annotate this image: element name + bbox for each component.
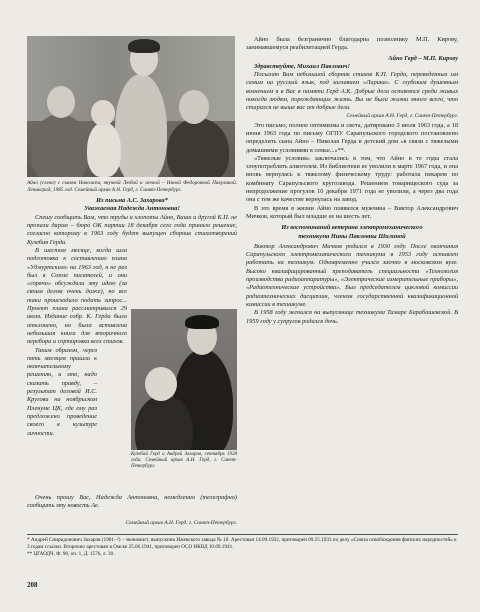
letter2-header: Айно Герд – М.П. Кирову [388, 54, 458, 62]
footnote-2: ** ЦГАОДЧ, Ф. 96, оп. 1, Д. 1576, л. 30. [27, 550, 115, 557]
memoir-heading: Из воспоминаний ветерана электромеханического техникума Нины Павловны Шилиной [281, 224, 423, 240]
letter2-signature: Семейный архив А.Н. Герд, г. Санкт-Петербург. [346, 112, 458, 119]
photo1-caption: Айно (слева) с сыном Николаем, внучкой Любой и женой – Ниной Федоровной Пакулиной. Ленинград, 1985 год. Семейный архив А.Н. Герд, г. Санкт-Петербург. [27, 180, 237, 193]
memoir-paragraph-2: В 1958 году женился на выпускнице техникума Тамаре Барабашевской. В 1959 году у супругов родился дочь. [246, 309, 458, 325]
left-paragraph-2: В шестом месяце, когда шла подготовка к составлению плана «Удмуртским» на 1963 год, я не раз был в Союзе писателей, и они «горячо» обсуждали эту идею (за своим делом очень даже), но все таки происходило подать запрос... Проект плана рассматривался 29 июля. Издание собр. К. Герда было отклонено, но была вставлена небольшая книга для вторичного перебора и сортировки всех стихов. [27, 246, 127, 346]
right-paragraph-1: Это письмо, полное оптимизма и света, датировано 3 июля 1963 года, а 18 июня 1963 года по письму ОГПУ Сарапульского городского постановлено определить сына Айно – Николая Герда в детский дом «в связи с тяжелыми домашними условиями в семье...»**. [246, 121, 458, 154]
letter2-paragraph: Посылаю Вам небольшой сборник стихов К.П. Герда, переведенных им самим на русский язык, под заглавием «Лирика». С глубоким душевным волнением я в Вас в памяти Герд А.К. Добрые дела остаются среди живых никогда людям, порождающих жизнь. Вы не были жизни много всего, что старался не выше вас от добрые дела. [246, 71, 458, 112]
footnotes [27, 534, 458, 557]
letter2-greeting: Здравствуйте, Михаил Павлович! [254, 62, 350, 70]
letter-heading: Из письма А.С. Захарова* [96, 197, 168, 205]
photo-head-child [91, 100, 115, 126]
photo-figure-man [115, 74, 167, 177]
photo2-hair-standing [185, 315, 219, 329]
left-signature: Семейный архив А.Н. Герд, г. Санкт-Петербург. [125, 520, 237, 526]
left-column [27, 36, 237, 526]
left-paragraph-1: Спешу сообщить Вам, что труды и хлопоты Айно, Ваши и другой К.П. не пропали даром – бюро ОК партии 18 декабря сего года приняло решение, согласно которому в 1963 году будет выпущен сборник стихотворений Кузебая Герда. [27, 213, 237, 246]
photo-head-woman-left [47, 86, 75, 118]
right-paragraph-2: «Тяжелые условия» заключались в том, что Айно в те годы стала злоупотреблять алкоголем. Из библиотеки ее уволили в марте 1967 года, и она вновь вернулась к тяжелому физическому труду: работала пекарем по комбинату Сарапульского кругозавода. Решением товарищеского суда за непродолжение прогулов 10 декабря 1971 года ее уволили, а через два года она с тем же качестве вернулась на завод. [246, 154, 458, 204]
family-photo [27, 36, 235, 177]
photo-head-woman-right [179, 90, 209, 124]
portrait-photo [131, 309, 237, 450]
right-intro: Айно была безгранично благодарна позволнику М.П. Кирову, занимавшемуся реабилитацией Герда. [246, 36, 458, 52]
photo2-head-seated [145, 367, 177, 401]
photo-figure-woman-left [31, 114, 89, 177]
left-paragraph-3: Таким образом, через пять месяцев пришла к окончательному решению, и это, надо сказать правду, – результат деловой И.С. Кругова на ноябрьском Пленуме ЦК, где ему раз предложено проведение своего в культуре личности. [27, 346, 97, 437]
page-number: 208 [27, 581, 38, 589]
photo2-caption: Кузебай Герд и Андрей Захаров, сентябрь 1928 года. Семейный архив А.Н. Герд, г. Санкт-Петербург. [131, 452, 237, 470]
memoir-paragraph-1: Виктор Александрович Мичков родился в 1930 году. После окончания Сарапульского электромеханического техникума в 1953 году оставлен работать на техникум. Одновременно учился заочно в московском вузе. Высоко квалифицированный преподаватель специальности «Технология производства радиоаппаратуры», «Электрические измерительные приборы», «Радиотехнические устройства». Был председателем цикловой комиссии радиотехнических дисциплин, членом государственной квалификационной комиссии в техникуме. [246, 242, 458, 308]
footnote-1: * Андрей Спиридонович Захаров (1901–?) – экономист, выпускник Ижевского завода № 10. Арестован 14.09.1932, приговорен 09.25.1933 по делу «Союза освобождения финских народностей» к 3 годам ссылки. Вторично арестован в Омске 25.06.1941, приговорен ОСО НКВД 10.09.1941. [27, 537, 457, 550]
right-paragraph-3: В это время в жизни Айно появился мужчина – Виктор Александрович Мичков, который был младше ее на шесть лет. [246, 204, 458, 220]
letter-greeting: Уважаемая Надежда Антоновна! [84, 205, 180, 213]
photo-hair-man [128, 39, 160, 53]
left-paragraph-4: Очень прошу Вас, Надежда Антоновна, немедленно (телеграфно) сообщить эту новость Ае. [27, 494, 237, 510]
right-column [246, 36, 458, 326]
photo-figure-child [87, 122, 121, 177]
photo-figure-woman-right [167, 118, 229, 177]
